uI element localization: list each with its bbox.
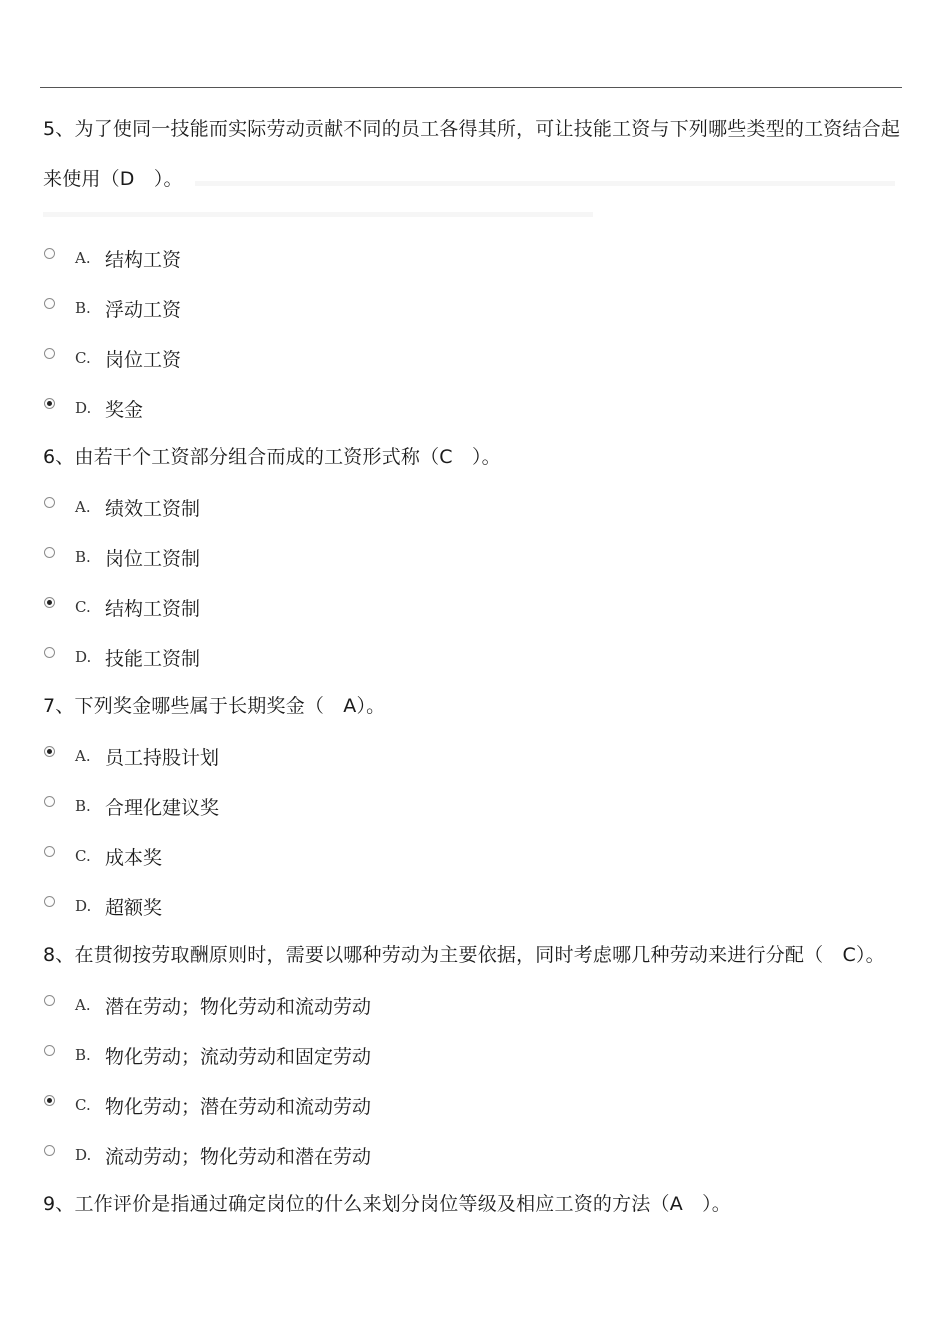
- option-label: 结构工资制: [105, 597, 201, 620]
- faint-watermark-line: [195, 181, 895, 186]
- radio-button[interactable]: [44, 1145, 55, 1156]
- radio-button-selected[interactable]: [44, 398, 55, 409]
- radio-button[interactable]: [44, 497, 55, 508]
- option-letter: C.: [75, 598, 91, 616]
- option-letter: B.: [75, 299, 91, 317]
- radio-button-selected[interactable]: [44, 597, 55, 608]
- option-label: 浮动工资: [105, 298, 182, 321]
- radio-button[interactable]: [44, 995, 55, 1006]
- question-9-text: 9、工作评价是指通过确定岗位的什么来划分岗位等级及相应工资的方法（A ）。: [43, 1193, 731, 1215]
- option-label: 物化劳动；潜在劳动和流动劳动: [105, 1095, 372, 1118]
- question-6-option-d[interactable]: [44, 645, 200, 669]
- option-label: 结构工资: [105, 248, 182, 271]
- faint-watermark-line: [43, 212, 593, 217]
- radio-button[interactable]: [44, 547, 55, 558]
- question-5-option-d[interactable]: [44, 396, 143, 420]
- question-8-option-d[interactable]: [44, 1143, 371, 1167]
- question-5-option-b[interactable]: [44, 296, 181, 320]
- option-letter: C.: [75, 1096, 91, 1114]
- question-6-option-a[interactable]: [44, 495, 200, 519]
- question-5-option-a[interactable]: [44, 246, 181, 270]
- radio-button[interactable]: [44, 248, 55, 259]
- option-letter: D.: [75, 399, 92, 417]
- question-8-option-c[interactable]: [44, 1093, 371, 1117]
- radio-button[interactable]: [44, 348, 55, 359]
- option-letter: D.: [75, 648, 92, 666]
- option-label: 超额奖: [105, 896, 163, 919]
- question-7-option-b[interactable]: [44, 794, 219, 818]
- question-6-option-b[interactable]: [44, 545, 200, 569]
- option-letter: A.: [75, 747, 91, 765]
- option-letter: C.: [75, 847, 91, 865]
- radio-button[interactable]: [44, 1045, 55, 1056]
- question-8-option-a[interactable]: [44, 993, 371, 1017]
- question-7-text: 7、下列奖金哪些属于长期奖金（ A）。: [43, 695, 386, 717]
- question-7-option-a[interactable]: [44, 744, 219, 768]
- question-6-option-c[interactable]: [44, 595, 200, 619]
- option-letter: A.: [75, 498, 91, 516]
- option-letter: D.: [75, 897, 92, 915]
- option-label: 物化劳动；流动劳动和固定劳动: [105, 1045, 372, 1068]
- option-label: 流动劳动；物化劳动和潜在劳动: [105, 1145, 372, 1168]
- radio-button[interactable]: [44, 647, 55, 658]
- option-letter: D.: [75, 1146, 92, 1164]
- option-label: 技能工资制: [105, 647, 201, 670]
- option-label: 岗位工资制: [105, 547, 201, 570]
- radio-button-selected[interactable]: [44, 1095, 55, 1106]
- radio-button[interactable]: [44, 846, 55, 857]
- radio-button[interactable]: [44, 896, 55, 907]
- option-label: 奖金: [105, 398, 144, 421]
- header-rule: [40, 87, 902, 88]
- question-8-option-b[interactable]: [44, 1043, 371, 1067]
- option-label: 合理化建议奖: [105, 796, 220, 819]
- question-7-option-d[interactable]: [44, 894, 162, 918]
- radio-button[interactable]: [44, 796, 55, 807]
- option-letter: B.: [75, 797, 91, 815]
- option-label: 绩效工资制: [105, 497, 201, 520]
- option-letter: A.: [75, 249, 91, 267]
- option-label: 岗位工资: [105, 348, 182, 371]
- question-6-text: 6、由若干个工资部分组合而成的工资形式称（C ）。: [43, 446, 501, 468]
- question-5-text: 5、为了使同一技能而实际劳动贡献不同的员工各得其所，可让技能工资与下列哪些类型的工资结合起来使用（D ）。: [43, 118, 901, 190]
- option-label: 成本奖: [105, 846, 163, 869]
- option-label: 潜在劳动；物化劳动和流动劳动: [105, 995, 372, 1018]
- option-letter: B.: [75, 1046, 91, 1064]
- question-7-option-c[interactable]: [44, 844, 162, 868]
- option-letter: A.: [75, 996, 91, 1014]
- question-8-text: 8、在贯彻按劳取酬原则时，需要以哪种劳动为主要依据，同时考虑哪几种劳动来进行分配（ C）。: [43, 944, 885, 966]
- option-letter: B.: [75, 548, 91, 566]
- radio-button[interactable]: [44, 298, 55, 309]
- option-label: 员工持股计划: [105, 746, 220, 769]
- question-5-option-c[interactable]: [44, 346, 181, 370]
- option-letter: C.: [75, 349, 91, 367]
- radio-button-selected[interactable]: [44, 746, 55, 757]
